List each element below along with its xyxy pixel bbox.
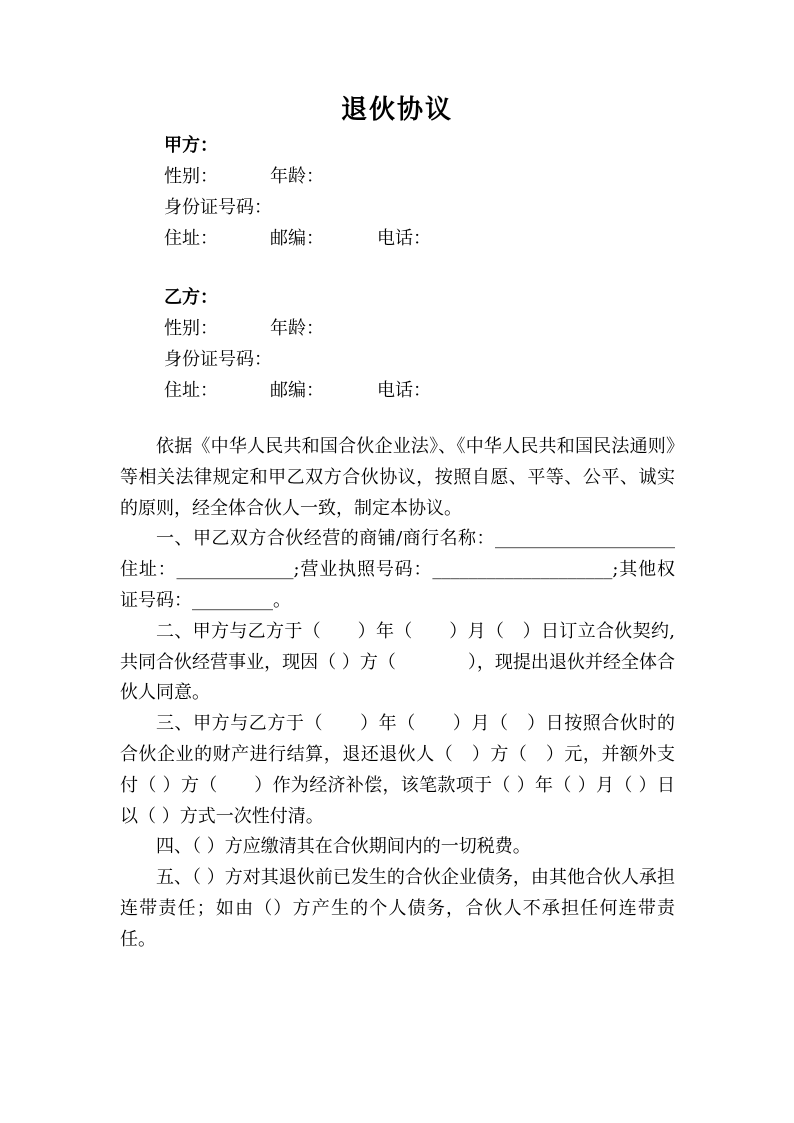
party-b-id-line	[164, 344, 684, 375]
party-b-heading-line	[164, 282, 684, 313]
party-a-block	[164, 130, 684, 254]
party-b-label: 乙方：	[164, 287, 218, 308]
clause-2-paragraph: 二、甲方与乙方于（ ）年（ ）月（ ）日订立合伙契约,共同合伙经营事业，现因（ ）方（ ），现提出退伙并经全体合伙人同意。	[120, 620, 675, 704]
agreement-body	[120, 432, 675, 956]
party-b-block	[164, 282, 684, 406]
party-a-heading-line	[164, 130, 684, 161]
party-a-id-number: 身份证号码：	[164, 197, 272, 218]
party-a-contact-line	[164, 223, 684, 254]
party-a-phone: 电话：	[377, 228, 431, 249]
party-a-id-line	[164, 192, 684, 223]
document-title: 退伙协议	[340, 95, 453, 125]
party-b-phone: 电话：	[377, 380, 431, 401]
party-b-postcode: 邮编：	[270, 380, 324, 401]
clause-5-paragraph: 五、（ ）方对其退伙前已发生的合伙企业债务，由其他合伙人承担连带责任；如由（）方产生的个人债务，合伙人不承担任何连带责任。	[120, 867, 675, 950]
party-a-gender-age-line	[164, 161, 684, 192]
party-b-id-number: 身份证号码：	[164, 349, 272, 370]
party-a-address: 住址：	[164, 228, 218, 249]
party-a-label: 甲方：	[164, 135, 218, 156]
clause-4-paragraph: 四、（ ）方应缴清其在合伙期间内的一切税费。	[156, 836, 531, 858]
party-b-gender: 性别：	[164, 318, 218, 339]
party-b-age: 年龄：	[270, 318, 324, 339]
party-b-gender-age-line	[164, 313, 684, 344]
clause-1-paragraph: 一、甲乙双方合伙经营的商铺/商行名称：____________________住址：_____________;营业执照号码：____________________;其他权证号码：_________。	[120, 528, 675, 611]
party-b-address: 住址：	[164, 380, 218, 401]
preamble-paragraph: 依据《中华人民共和国合伙企业法》、《中华人民共和国民法通则》等相关法律规定和甲乙双方合伙协议，按照自愿、平等、公平、诚实的原则，经全体合伙人一致，制定本协议。	[120, 436, 675, 519]
clause-3-paragraph: 三、甲方与乙方于（ ）年（ ）月（ ）日按照合伙时的合伙企业的财产进行结算，退还退伙人（ ）方（ ）元，并额外支付（ ）方（ ）作为经济补偿，该笔款项于（ ）年（ ）月（ ）日以（ ）方式一次性付清。	[120, 713, 675, 827]
party-a-age: 年龄：	[270, 166, 324, 187]
party-b-contact-line	[164, 375, 684, 406]
party-a-postcode: 邮编：	[270, 228, 324, 249]
party-a-gender: 性别：	[164, 166, 218, 187]
